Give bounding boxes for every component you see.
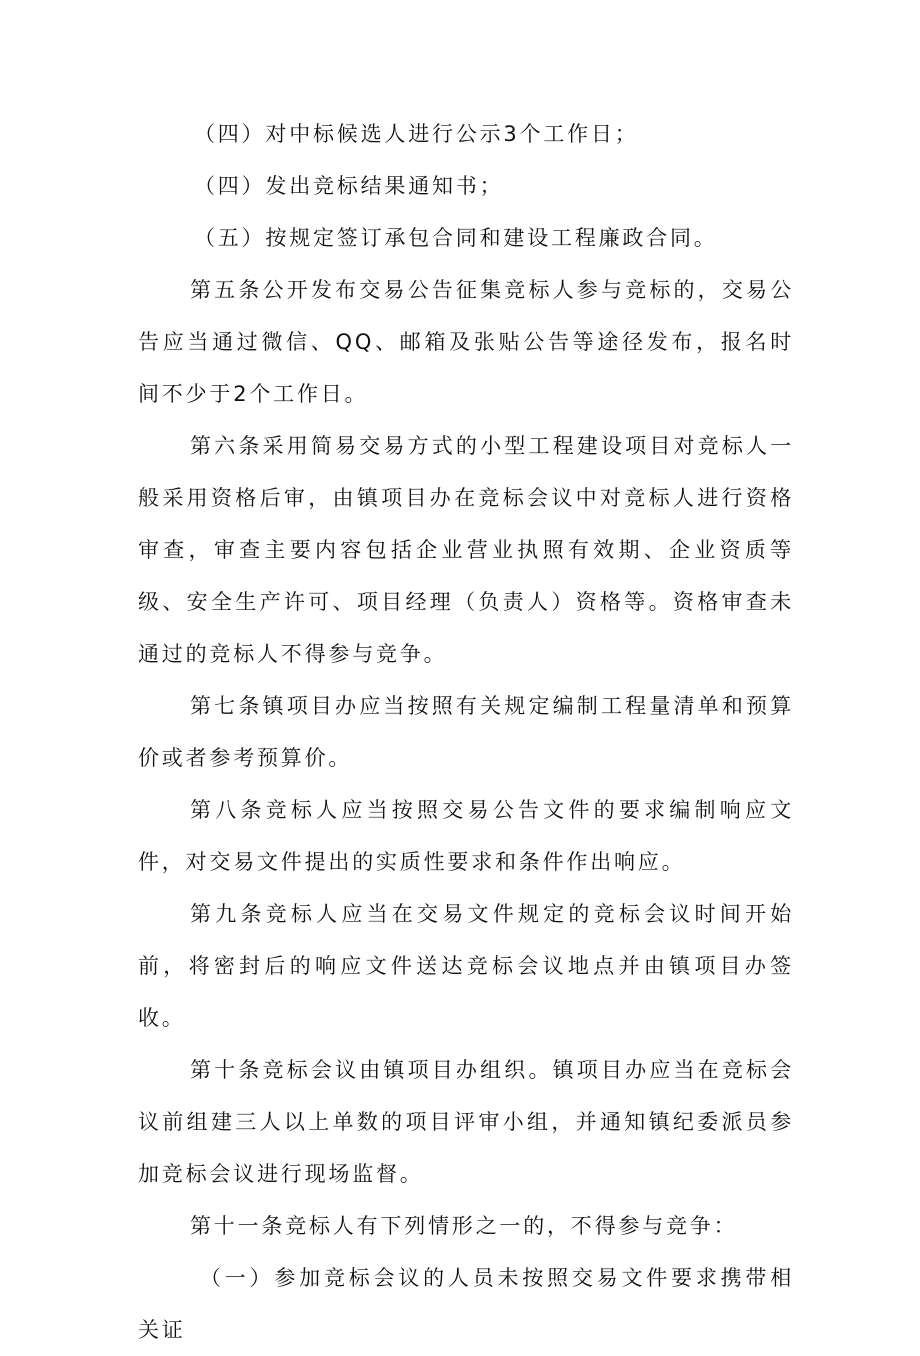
paragraph-article-7: 第七条镇项目办应当按照有关规定编制工程量清单和预算价或者参考预算价。 xyxy=(138,694,794,770)
paragraph-article-9: 第九条竞标人应当在交易文件规定的竞标会议时间开始前，将密封后的响应文件送达竞标会议地点并由镇项目办签收。 xyxy=(138,902,794,1030)
paragraph-article-5: 第五条公开发布交易公告征集竞标人参与竞标的，交易公告应当通过微信、QQ、邮箱及张贴公告等途径发布，报名时间不少于2个工作日。 xyxy=(138,278,794,406)
paragraph-item-11-1: （一）参加竞标会议的人员未按照交易文件要求携带相关证 xyxy=(138,1266,794,1342)
paragraph-article-10: 第十条竞标会议由镇项目办组织。镇项目办应当在竞标会议前组建三人以上单数的项目评审小组，并通知镇纪委派员参加竞标会议进行现场监督。 xyxy=(138,1058,794,1186)
paragraph-item-4b: （四）发出竞标结果通知书； xyxy=(194,174,504,198)
document-body xyxy=(138,108,794,1356)
paragraph-article-6: 第六条采用简易交易方式的小型工程建设项目对竞标人一般采用资格后审，由镇项目办在竞标会议中对竞标人进行资格审查，审查主要内容包括企业营业执照有效期、企业资质等级、安全生产许可、项目经理（负责人）资格等。资格审查未通过的竞标人不得参与竞争。 xyxy=(138,434,794,666)
paragraph-article-11: 第十一条竞标人有下列情形之一的，不得参与竞争： xyxy=(190,1214,738,1238)
paragraph-item-4a: （四）对中标候选人进行公示3个工作日； xyxy=(194,122,639,146)
paragraph-item-5: （五）按规定签订承包合同和建设工程廉政合同。 xyxy=(194,226,718,250)
paragraph-article-8: 第八条竞标人应当按照交易公告文件的要求编制响应文件，对交易文件提出的实质性要求和条件作出响应。 xyxy=(138,798,794,874)
